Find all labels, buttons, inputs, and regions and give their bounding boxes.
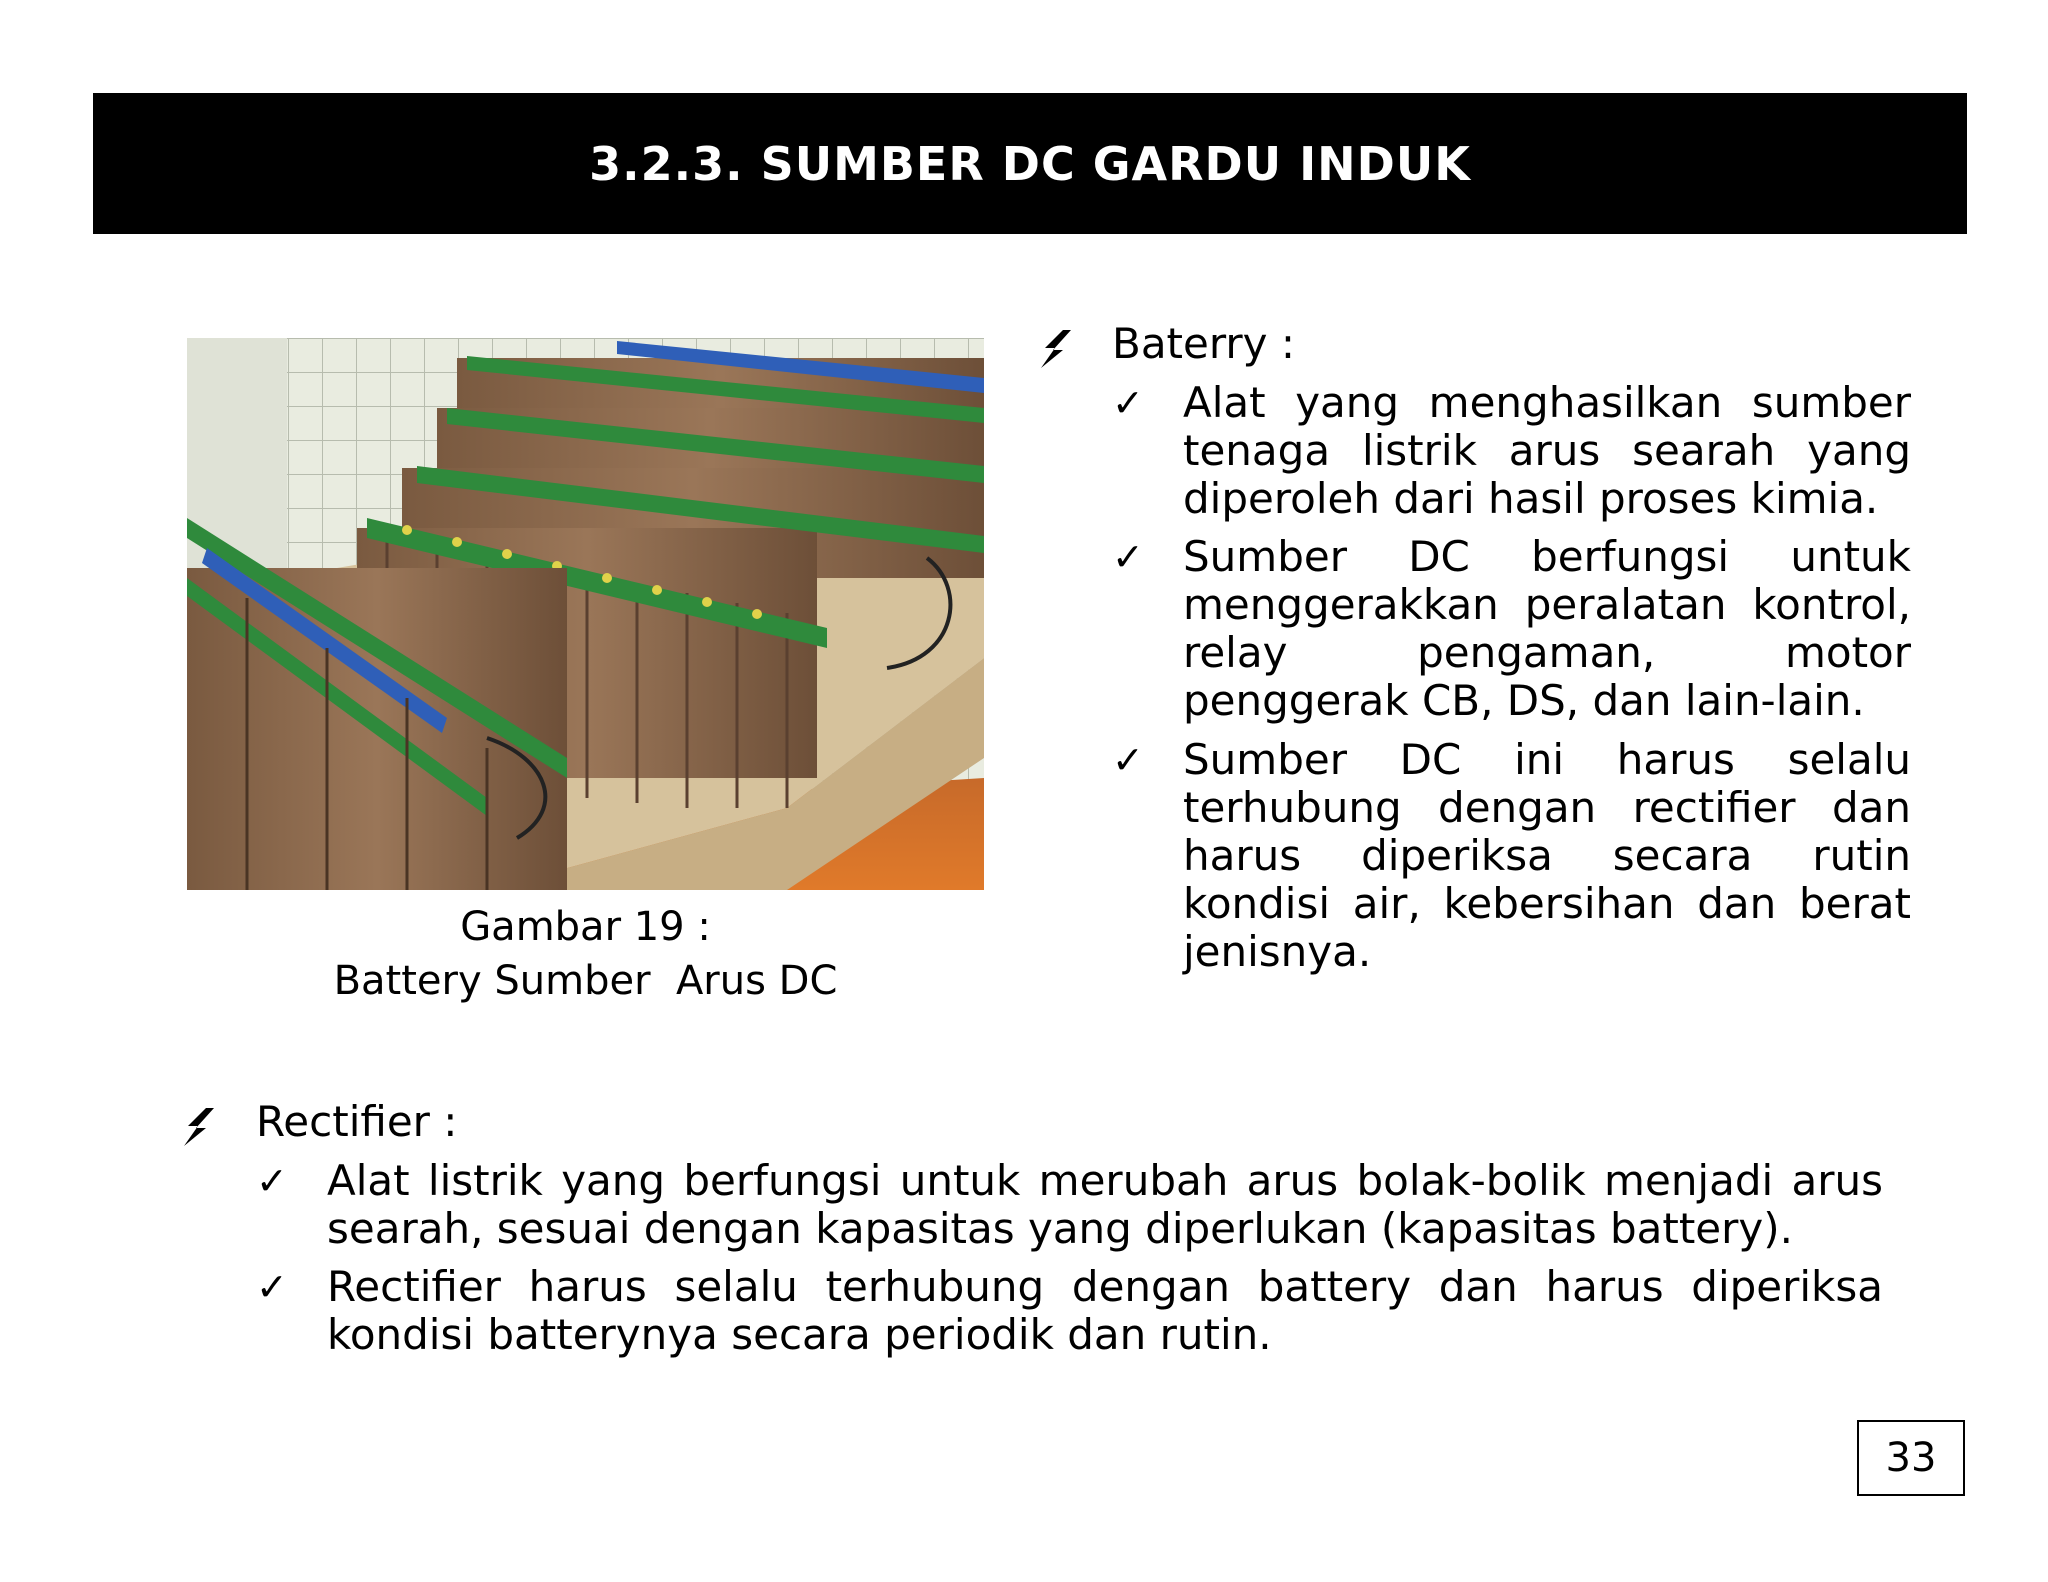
rectifier-heading: Rectifier : (256, 1097, 458, 1146)
battery-photo (187, 338, 984, 890)
figure-caption (187, 900, 984, 1008)
battery-item-2: Sumber DC berfungsi untuk menggerakkan peralatan kontrol, relay pengaman, motor penggerak CB, DS, dan lain-lain. (1183, 532, 1911, 725)
check-icon: ✓ (1112, 738, 1144, 782)
rectifier-item-2: Rectifier harus selalu terhubung dengan battery dan harus diperiksa kondisi batterynya secara periodik dan rutin. (327, 1262, 1883, 1359)
rectifier-item-1: Alat listrik yang berfungsi untuk merubah arus bolak-bolik menjadi arus searah, sesuai dengan kapasitas yang diperlukan (kapasitas battery). (327, 1156, 1883, 1253)
caption-title: Battery Sumber Arus DC (333, 958, 838, 1004)
check-icon: ✓ (256, 1265, 288, 1309)
check-icon: ✓ (1112, 381, 1144, 425)
check-icon: ✓ (1112, 535, 1144, 579)
page-title: 3.2.3. SUMBER DC GARDU INDUK (589, 136, 1471, 191)
battery-item-1: Alat yang menghasilkan sumber tenaga listrik arus searah yang diperoleh dari hasil proses kimia. (1183, 378, 1911, 523)
battery-heading: Baterry : (1112, 319, 1296, 368)
check-icon: ✓ (256, 1159, 288, 1203)
lightning-bullet-icon (1033, 324, 1081, 372)
lightning-bullet-icon (176, 1102, 224, 1150)
title-bar (93, 93, 1967, 234)
battery-item-3: Sumber DC ini harus selalu terhubung dengan rectifier dan harus diperiksa secara rutin kondisi air, kebersihan dan berat jenisnya. (1183, 735, 1911, 976)
page-number: 33 (1857, 1420, 1965, 1496)
caption-number: Gambar 19 : (460, 904, 711, 950)
